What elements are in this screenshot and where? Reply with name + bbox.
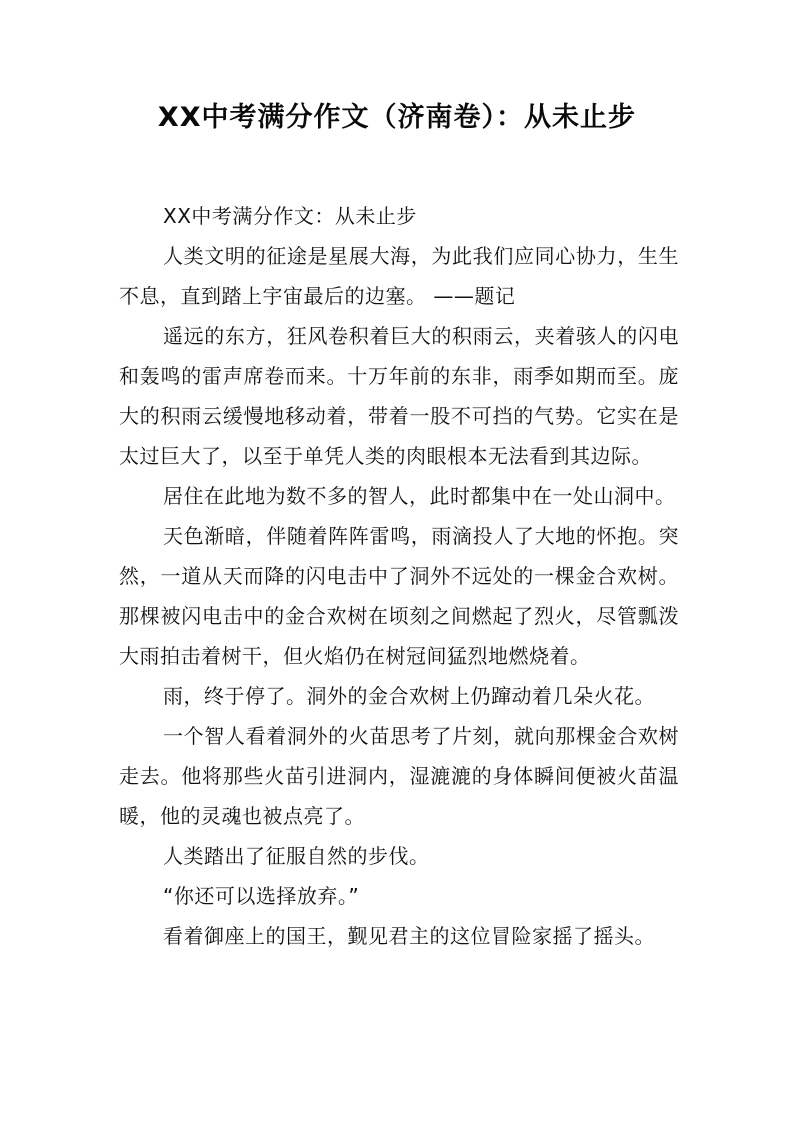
paragraph-subtitle: XX中考满分作文：从未止步 [163,204,417,228]
paragraph: 遥远的东方，狂风卷积着巨大的积雨云，夹着骇人的闪电和轰鸣的雷声席卷而来。十万年前的东非，雨季如期而至。庞大的积雨云缓慢地移动着，带着一股不可挡的气势。它实在是太过巨大了，以至于单凭人类的肉眼根本无法看到其边际。 [119,324,679,468]
paragraph: 看着御座上的国王，觐见君主的这位冒险家摇了摇头。 [163,924,655,948]
paragraph-epigraph: 人类文明的征途是星展大海，为此我们应同心协力，生生不息，直到踏上宇宙最后的边塞。 ——题记 [119,244,679,308]
paragraph: 人类踏出了征服自然的步伐。 [163,844,430,868]
paragraph: 雨，终于停了。洞外的金合欢树上仍蹿动着几朵火花。 [163,684,655,708]
paragraph: 居住在此地为数不多的智人，此时都集中在一处山洞中。 [163,484,676,508]
paragraph-quote: “你还可以选择放弃。” [163,884,360,908]
paragraph: 天色渐暗，伴随着阵阵雷鸣，雨滴投人了大地的怀抱。突然，一道从天而降的闪电击中了洞外不远处的一棵金合欢树。那棵被闪电击中的金合欢树在顷刻之间燃起了烈火，尽管瓢泼大雨拍击着树干，但火焰仍在树冠间猛烈地燃烧着。 [119,524,679,668]
document-title: XX中考满分作文（济南卷）：从未止步 [157,102,637,133]
document-body [119,196,679,956]
paragraph: 一个智人看着洞外的火苗思考了片刻，就向那棵金合欢树走去。他将那些火苗引进洞内，湿漉漉的身体瞬间便被火苗温暖，他的灵魂也被点亮了。 [119,724,679,828]
